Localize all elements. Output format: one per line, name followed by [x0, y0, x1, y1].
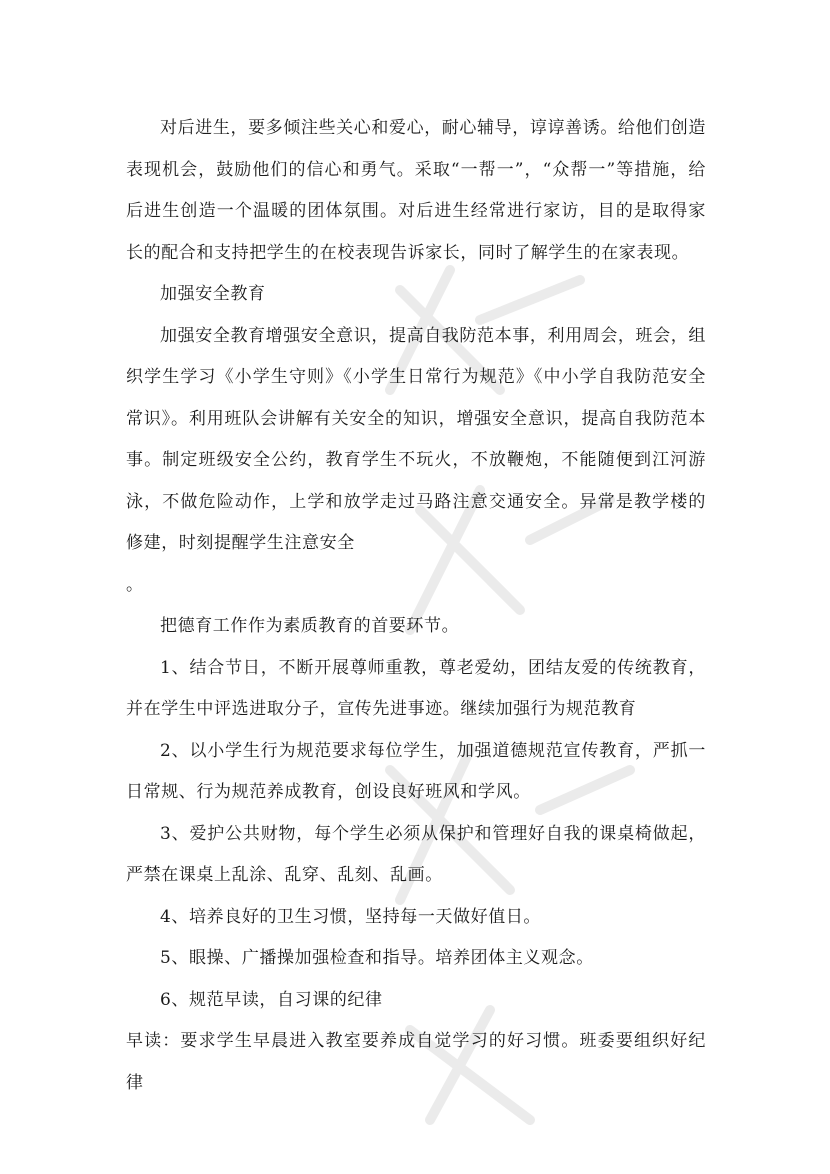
heading-safety-education: 加强安全教育	[160, 284, 266, 304]
paragraph-safety-education: 加强安全教育增强安全意识，提高自我防范本事，利用周会，班会，组织学生学习《小学生守则》《小学生日常行为规范》《中小学自我防范安全常识》。利用班队会讲解有关安全的知识，增强安全意识，提高自我防范本事。制定班级安全公约，教育学生不玩火，不放鞭炮，不能随便到江河游泳，不做危险动作，上学和放学走过马路注意交通安全。异常是教学楼的修建，时刻提醒学生注意安全	[126, 325, 706, 553]
list-item-1: 1、结合节日，不断开展尊师重教，尊老爱幼，团结友爱的传统教育，并在学生中评选进取分子，宣传先进事迹。继续加强行为规范教育	[126, 657, 706, 719]
heading-moral-education: 把德育工作作为素质教育的首要环节。	[160, 616, 460, 636]
list-item-3: 3、爱护公共财物，每个学生必须从保护和管理好自我的课桌椅做起，严禁在课桌上乱涂、乱穿、乱刻、乱画。	[126, 823, 706, 885]
document-body	[126, 108, 706, 1104]
list-item-2: 2、以小学生行为规范要求每位学生，加强道德规范宣传教育，严抓一日常规、行为规范养成教育，创设良好班风和学风。	[126, 740, 706, 802]
paragraph-period: 。	[126, 574, 144, 595]
list-item-5: 5、眼操、广播操加强检查和指导。培养团体主义观念。	[160, 948, 594, 968]
list-item-4: 4、培养良好的卫生习惯，坚持每一天做好值日。	[160, 906, 542, 927]
list-item-6: 6、规范早读，自习课的纪律	[160, 989, 383, 1010]
paragraph-morning-reading: 早读：要求学生早晨进入教室要养成自觉学习的好习惯。班委要组织好纪律	[126, 1031, 706, 1093]
paragraph-remedial-students: 对后进生，要多倾注些关心和爱心，耐心辅导，谆谆善诱。给他们创造表现机会，鼓励他们的信心和勇气。采取“一帮一”，“众帮一”等措施，给后进生创造一个温暖的团体氛围。对后进生经常进行家访，目的是取得家长的配合和支持把学生的在校表现告诉家长，同时了解学生的在家表现。	[126, 118, 706, 263]
